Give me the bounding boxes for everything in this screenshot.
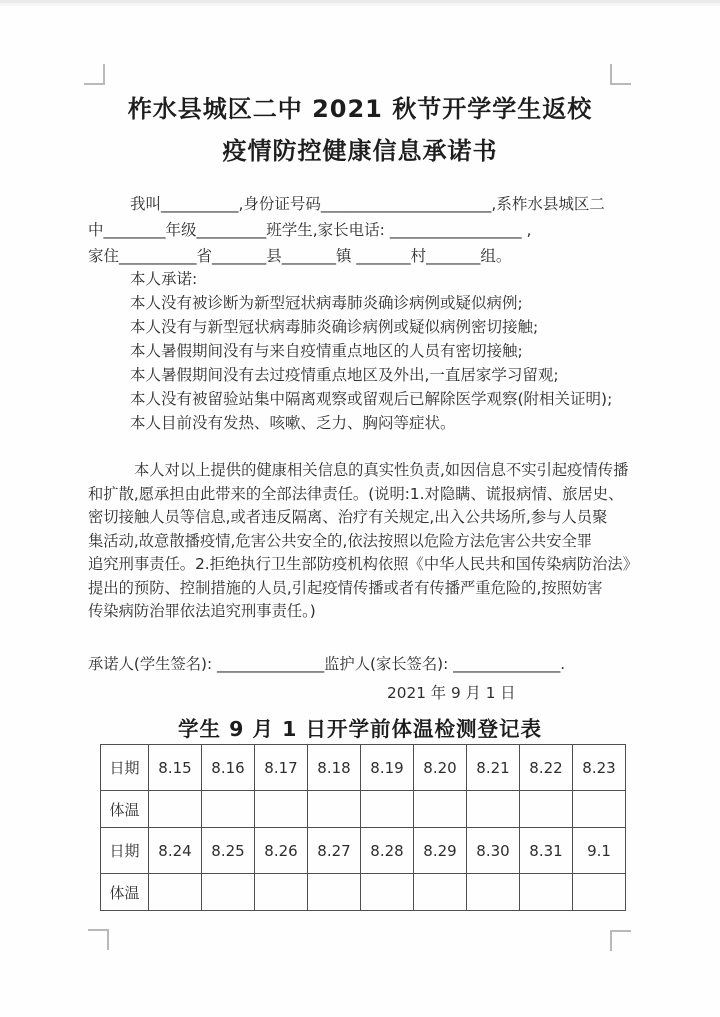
margin-corner-mark-top-left-icon (84, 64, 105, 85)
promise-item: 本人暑假期间没有与来自疫情重点地区的人员有密切接触; (130, 342, 523, 360)
table-cell: 8.17 (255, 745, 308, 791)
table-cell: 8.28 (361, 828, 414, 874)
table-cell (361, 791, 414, 828)
table-cell (255, 874, 308, 911)
table-cell (202, 874, 255, 911)
table-cell (520, 874, 573, 911)
table-cell: 8.19 (361, 745, 414, 791)
legal-line: 本人对以上提供的健康相关信息的真实性负责,如因信息不实引起疫情传播 (134, 461, 629, 479)
margin-corner-mark-bottom-right-icon (610, 930, 631, 951)
table-cell: 8.22 (520, 745, 573, 791)
table-cell: 8.27 (308, 828, 361, 874)
table-cell (467, 791, 520, 828)
margin-corner-mark-top-right-icon (610, 64, 631, 85)
table-cell (255, 791, 308, 828)
promise-heading: 本人承诺: (130, 270, 198, 288)
document-title-line-2: 疫情防控健康信息承诺书 (222, 137, 498, 165)
temperature-table (100, 744, 626, 911)
table-cell: 8.23 (573, 745, 626, 791)
promise-item: 本人没有被诊断为新型冠状病毒肺炎确诊病例或疑似病例; (130, 294, 523, 312)
intro-line: 我叫__________,身份证号码______________________,系柞水县城区二 (130, 195, 605, 213)
legal-line: 密切接触人员等信息,或者违反隔离、治疗有关规定,出入公共场所,参与人员聚 (88, 508, 608, 526)
table-row (101, 745, 626, 791)
table-cell: 8.18 (308, 745, 361, 791)
table-cell: 8.16 (202, 745, 255, 791)
promise-list (130, 267, 634, 435)
legal-line: 提出的预防、控制措施的人员,引起疫情传播或者有传播严重危险的,按照妨害 (88, 578, 603, 597)
intro-line: 家住__________省_______县_______镇 _______村_______组。 (88, 247, 512, 265)
table-cell: 8.25 (202, 828, 255, 874)
table-cell: 8.20 (414, 745, 467, 791)
table-cell: 日期 (101, 745, 149, 791)
intro-line: 中________年级_________班学生,家长电话: _________________ , (88, 221, 532, 239)
table-cell (308, 791, 361, 828)
table-cell (361, 874, 414, 911)
table-row (101, 874, 626, 911)
table-cell: 8.29 (414, 828, 467, 874)
table-cell (202, 791, 255, 828)
legal-line: 集活动,故意散播疫情,危害公共安全的,依法按照以危险方法危害公共安全罪 (88, 531, 593, 550)
table-cell: 日期 (101, 828, 149, 874)
intro-paragraph (88, 191, 634, 269)
table-cell: 8.31 (520, 828, 573, 874)
legal-line: 和扩散,愿承担由此带来的全部法律责任。(说明:1.对隐瞒、谎报病情、旅居史、 (88, 484, 624, 503)
table-cell: 8.15 (149, 745, 202, 791)
table-cell (149, 874, 202, 911)
document-title-line-1: 柞水县城区二中 2021 秋节开学学生返校 (127, 95, 593, 123)
document-title (0, 88, 720, 172)
table-cell: 8.26 (255, 828, 308, 874)
margin-corner-mark-bottom-left-icon (88, 929, 109, 950)
promise-item: 本人暑假期间没有去过疫情重点地区及外出,一直居家学习留观; (130, 366, 559, 384)
table-cell (520, 791, 573, 828)
page-top-edge-shade-light (0, 3, 720, 6)
table-cell (414, 874, 467, 911)
promise-item: 本人没有与新型冠状病毒肺炎确诊病例或疑似病例密切接触; (130, 318, 539, 336)
legal-line: 传染病防治罪依法追究刑事责任。) (88, 602, 316, 620)
temperature-table-title: 学生 9 月 1 日开学前体温检测登记表 (177, 717, 543, 741)
table-cell (573, 874, 626, 911)
table-cell: 9.1 (573, 828, 626, 874)
table-cell (414, 791, 467, 828)
table-row (101, 791, 626, 828)
legal-line: 追究刑事责任。2.拒绝执行卫生部防疫机构依照《中华人民共和国传染病防治法》 (88, 555, 638, 573)
table-row (101, 828, 626, 874)
table-cell (308, 874, 361, 911)
document-date: 2021 年 9 月 1 日 (387, 684, 516, 702)
signature-line: 承诺人(学生签名): ______________监护人(家长签名): ______________. (88, 655, 566, 673)
table-cell: 体温 (101, 874, 149, 911)
table-cell: 8.30 (467, 828, 520, 874)
table-cell (467, 874, 520, 911)
promise-item: 本人没有被留验站集中隔离观察或留观后已解除医学观察(附相关证明); (130, 390, 613, 408)
legal-paragraph (88, 459, 636, 624)
promise-item: 本人目前没有发热、咳嗽、乏力、胸闷等症状。 (130, 414, 456, 432)
table-cell (149, 791, 202, 828)
table-cell: 体温 (101, 791, 149, 828)
table-cell: 8.24 (149, 828, 202, 874)
table-cell: 8.21 (467, 745, 520, 791)
table-cell (573, 791, 626, 828)
